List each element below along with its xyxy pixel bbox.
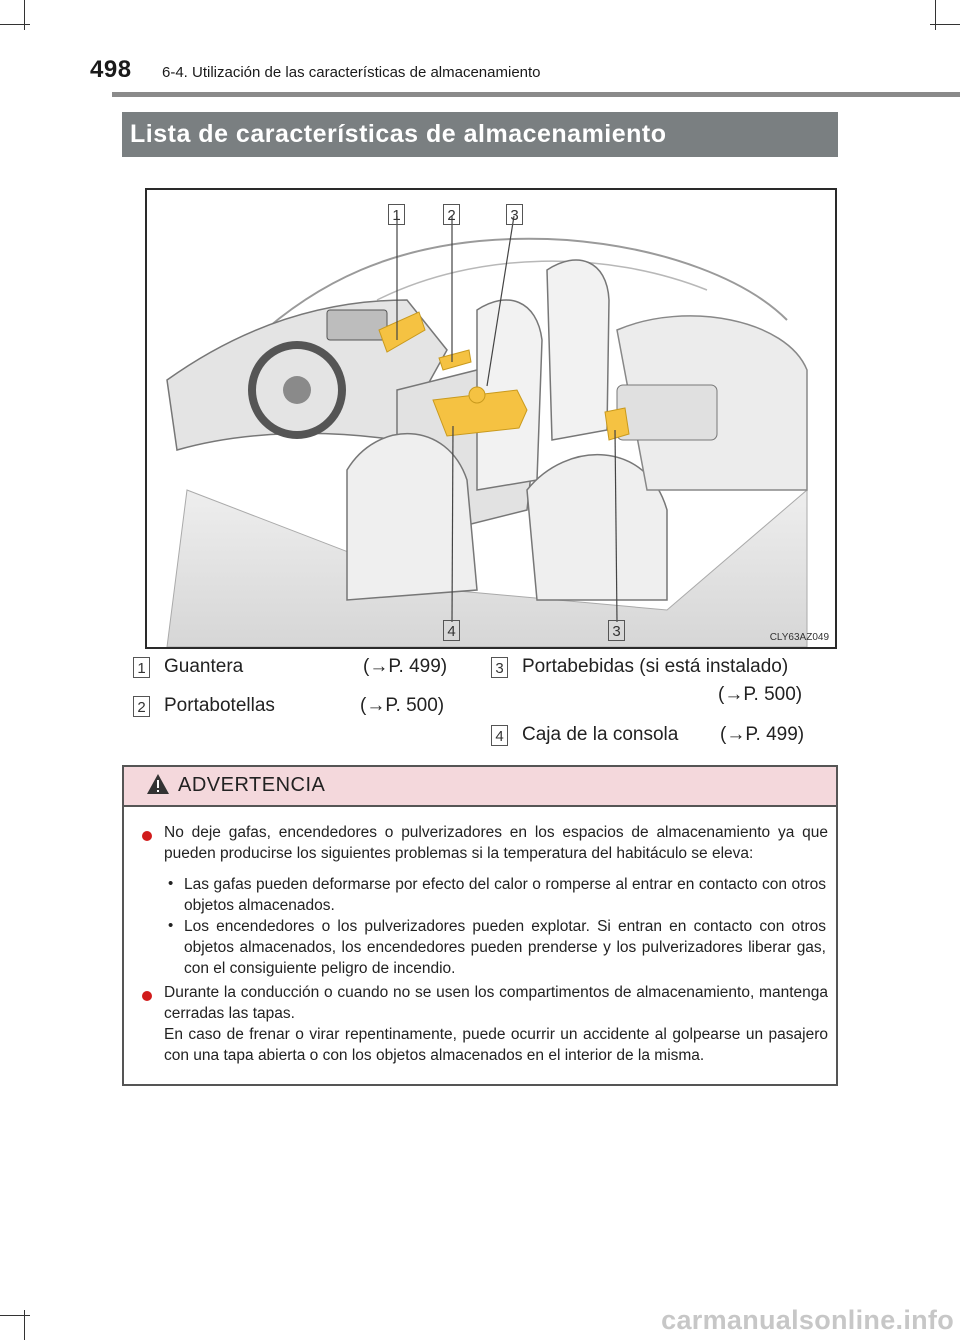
callout-3: 3 (506, 204, 523, 225)
legend-label-portabotellas: Portabotellas (164, 695, 275, 716)
header-rule (112, 92, 960, 97)
warning-title: ADVERTENCIA (178, 774, 326, 796)
legend-label-portabebidas: Portabebidas (si está instalado) (522, 656, 789, 677)
section-title: Lista de características de almacenamiento (122, 112, 838, 157)
page-number: 498 (90, 56, 132, 83)
legend-ref-guantera: (→P. 499) (363, 656, 448, 677)
figure-code: CLY63AZ049 (769, 632, 829, 643)
crop-mark (24, 0, 25, 30)
warning-sub-1: Las gafas pueden deformarse por efecto del calor o romperse al entrar en contacto con otros objetos almacenados. (184, 876, 826, 914)
legend-label-guantera: Guantera (164, 656, 244, 677)
callout-3-lower: 3 (608, 620, 625, 641)
warning-bullet-2-continued: En caso de frenar o virar repentinamente, puede ocurrir un accidente al golpearse un pasajero con una tapa abierta o con los objetos almacenados en el interior de la misma. (164, 1026, 828, 1064)
warning-bullet-1: No deje gafas, encendedores o pulverizadores en los espacios de almacenamiento ya que pueden producirse los siguientes problemas si la temperatura del habitáculo se eleva: (164, 824, 828, 862)
legend-num-2: 2 (133, 696, 150, 717)
watermark: carmanualsonline.info (661, 1305, 954, 1335)
crop-mark (0, 1315, 30, 1316)
callout-1: 1 (388, 204, 405, 225)
crop-mark (0, 24, 30, 25)
car-interior-drawing (147, 190, 835, 647)
crop-mark (930, 24, 960, 25)
legend-num-1: 1 (133, 657, 150, 678)
chapter-title: 6-4. Utilización de las características de almacenamiento (162, 64, 541, 81)
crop-mark (935, 0, 936, 30)
warning-sub-2: Los encendedores o los pulverizadores pueden explotar. Si entran en contacto con otros objetos almacenados, los encendedores pueden prenderse y los pulverizadores liberar gas, con el consiguiente peligro de incendio. (184, 918, 826, 977)
warning-box (122, 765, 838, 1086)
legend-num-4: 4 (491, 725, 508, 746)
legend-ref-portabebidas: (→P. 500) (718, 684, 803, 705)
legend-ref-caja-consola: (→P. 499) (720, 724, 805, 745)
legend-ref-portabotellas: (→P. 500) (360, 695, 445, 716)
car-interior-illustration (145, 188, 837, 649)
warning-triangle-icon (146, 773, 170, 800)
legend-num-3: 3 (491, 657, 508, 678)
bullet-dot-icon (142, 831, 152, 841)
callout-4: 4 (443, 620, 460, 641)
legend-label-caja-consola: Caja de la consola (522, 724, 679, 745)
callout-2: 2 (443, 204, 460, 225)
bullet-dot-icon (142, 991, 152, 1001)
sub-bullet-icon: • (168, 875, 174, 892)
warning-bullet-2: Durante la conducción o cuando no se usen los compartimentos de almacenamiento, mantenga cerradas las tapas. (164, 984, 828, 1022)
warning-header (124, 767, 836, 807)
sub-bullet-icon: • (168, 917, 174, 934)
